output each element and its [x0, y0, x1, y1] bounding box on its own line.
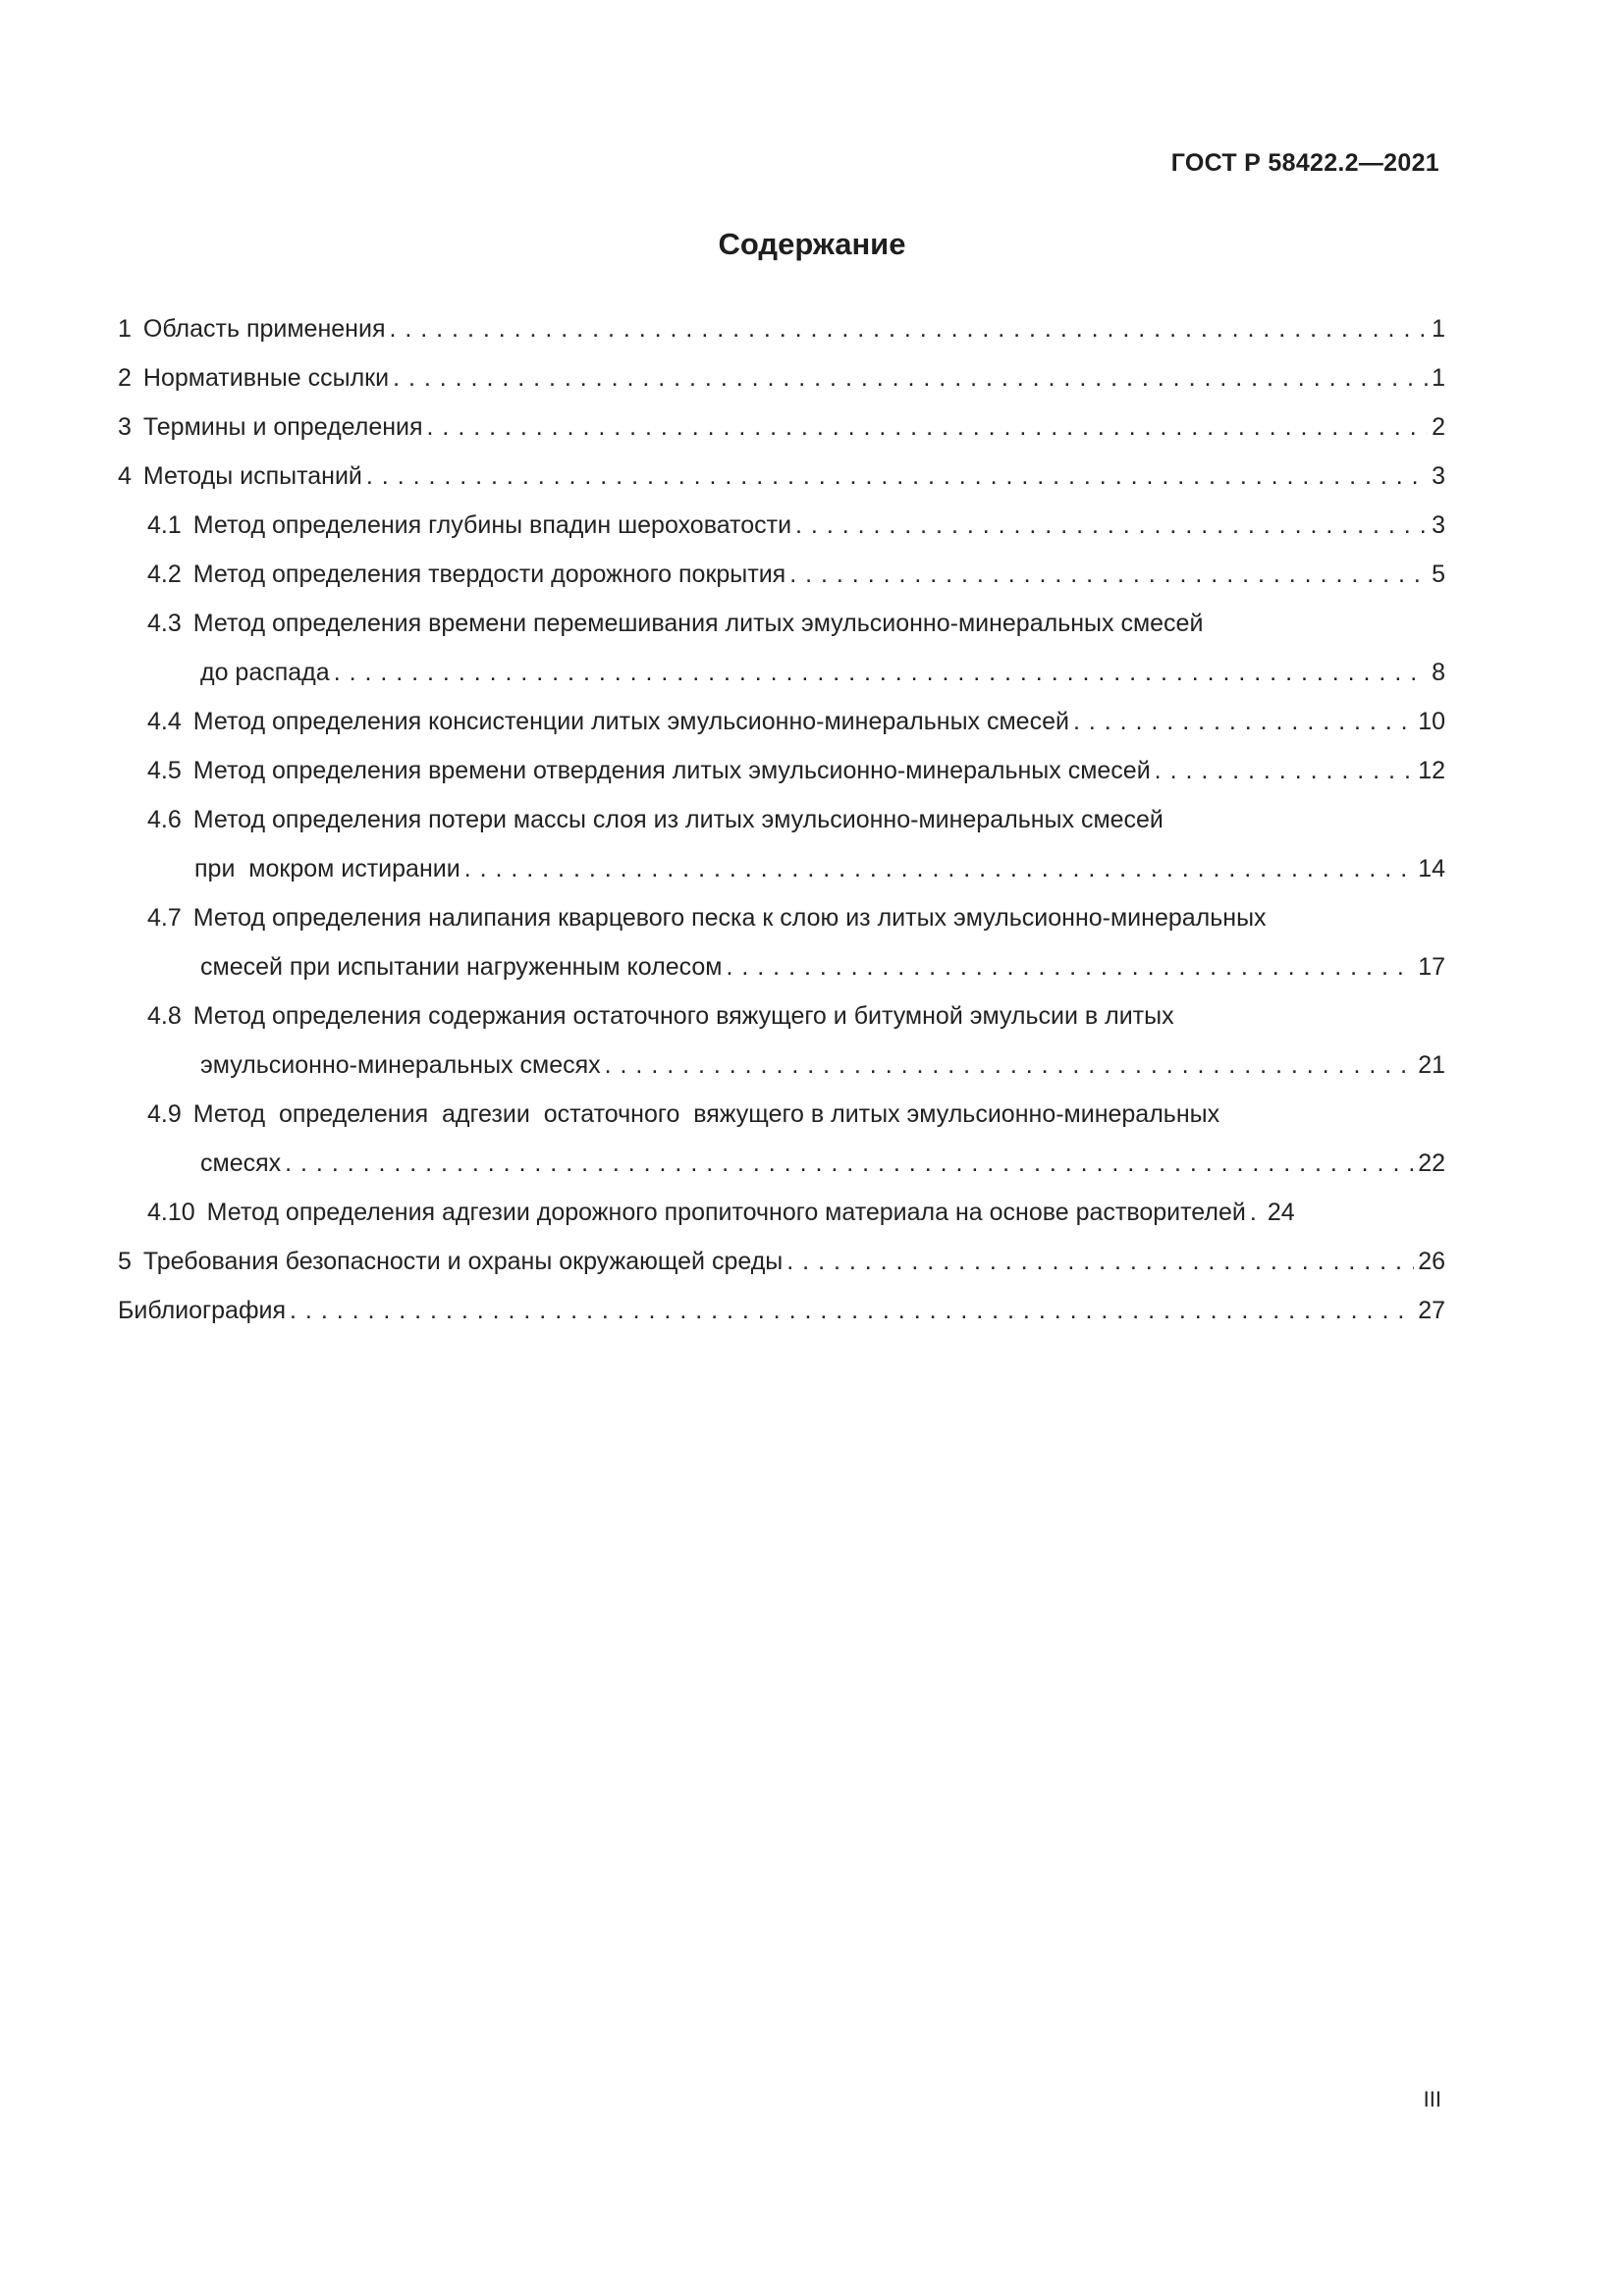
dot-leader: [1155, 746, 1415, 795]
toc-entry-4-5[interactable]: [118, 746, 1445, 795]
toc-entry-4[interactable]: [118, 452, 1445, 501]
toc-entry-number: 4.1: [147, 511, 182, 539]
toc-entry-page: 27: [1418, 1297, 1445, 1324]
toc-entry-4-9[interactable]: [118, 1090, 1445, 1139]
dot-leader: [1073, 697, 1414, 746]
dot-leader: [427, 402, 1429, 452]
toc-entry-number: 4.5: [147, 757, 182, 784]
toc-entry-page: 1: [1432, 315, 1445, 343]
toc-entry-page: 8: [1432, 659, 1445, 686]
toc-entry-page: 17: [1418, 953, 1445, 981]
toc-entry-number: 4: [118, 462, 132, 490]
toc-entry-page: 3: [1432, 511, 1445, 539]
toc-entry-title-continued: смесях: [200, 1149, 282, 1177]
toc-entry-title: Метод определения налипания кварцевого песка к слою из литых эмульсионно-минеральных: [192, 904, 1267, 932]
toc-entry-page: 24: [1267, 1199, 1295, 1226]
dot-leader: [464, 844, 1414, 893]
toc-entry-title: Метод определения времени отвердения литых эмульсионно-минеральных смесей: [192, 757, 1151, 784]
toc-entry-title-continued: до распада: [200, 659, 330, 686]
toc-entry-4-7-continuation[interactable]: [118, 942, 1445, 991]
toc-title: Содержание: [718, 227, 906, 261]
toc-entry-title-continued: смесей при испытании нагруженным колесом: [200, 953, 723, 981]
dot-leader: [795, 501, 1428, 550]
dot-leader: [393, 353, 1428, 402]
dot-leader: [389, 304, 1428, 353]
dot-leader: [727, 942, 1415, 991]
dot-leader: [786, 1237, 1414, 1286]
dot-leader: [334, 648, 1428, 697]
dot-leader: [285, 1139, 1414, 1188]
toc-entry-page: 10: [1418, 708, 1445, 735]
toc-entry-title: Требования безопасности и охраны окружающей среды: [142, 1248, 784, 1275]
dot-leader: [366, 452, 1428, 501]
toc-entry-number: 5: [118, 1248, 132, 1275]
toc-entry-page: 22: [1418, 1149, 1445, 1177]
toc-entry-number: 4.7: [147, 904, 182, 932]
toc-entry-title: Метод определения глубины впадин шероховатости: [192, 511, 792, 539]
page-number: III: [1423, 2087, 1441, 2111]
toc-entry-4-10[interactable]: [118, 1188, 1445, 1237]
toc-entry-4-6-continuation[interactable]: [118, 844, 1445, 893]
toc-entry-page: 12: [1418, 757, 1445, 784]
toc-entry-page: 2: [1432, 413, 1445, 441]
toc-entry-number: 4.8: [147, 1002, 182, 1030]
toc-entry-title: Метод определения потери массы слоя из литых эмульсионно-минеральных смесей: [192, 806, 1164, 833]
toc-entry-number: 4.9: [147, 1100, 182, 1128]
toc-entry-3[interactable]: [118, 402, 1445, 452]
toc-entry-4-8[interactable]: [118, 991, 1445, 1041]
toc-entry-number: 4.4: [147, 708, 182, 735]
toc-entry-bibliography[interactable]: [118, 1286, 1445, 1335]
toc-entry-number: 4.3: [147, 610, 182, 637]
toc-entry-title: Библиография: [118, 1297, 287, 1324]
toc-entry-title: Методы испытаний: [142, 462, 362, 490]
toc-entry-title-continued: при мокром истирании: [194, 855, 460, 882]
toc-entry-title-continued: эмульсионно-минеральных смесях: [200, 1051, 601, 1079]
toc-entry-title: Термины и определения: [142, 413, 423, 441]
toc-entry-number: 3: [118, 413, 132, 441]
toc-entry-title: Метод определения адгезии остаточного вяжущего в литых эмульсионно-минеральных: [192, 1100, 1220, 1128]
toc-entry-page: 14: [1418, 855, 1445, 882]
toc-entry-number: 4.10: [147, 1199, 195, 1226]
toc-entry-4-4[interactable]: [118, 697, 1445, 746]
dot-leader: [789, 550, 1428, 599]
toc-entry-number: 2: [118, 364, 132, 392]
toc-entry-page: 1: [1432, 364, 1445, 392]
toc-entry-title: Метод определения адгезии дорожного пропиточного материала на основе растворителей: [206, 1199, 1246, 1226]
dot-leader: [1250, 1188, 1264, 1237]
toc-entry-page: 3: [1432, 462, 1445, 490]
toc-entry-title: Метод определения содержания остаточного вяжущего и битумной эмульсии в литых: [192, 1002, 1174, 1030]
toc-entry-page: 5: [1432, 561, 1445, 588]
toc-entry-4-3-continuation[interactable]: [118, 648, 1445, 697]
table-of-contents: [118, 304, 1445, 1335]
toc-entry-page: 21: [1418, 1051, 1445, 1079]
toc-entry-title: Область применения: [142, 315, 386, 343]
toc-entry-title: Метод определения консистенции литых эмульсионно-минеральных смесей: [192, 708, 1069, 735]
dot-leader: [605, 1041, 1415, 1090]
toc-entry-5[interactable]: [118, 1237, 1445, 1286]
toc-entry-page: 26: [1418, 1248, 1445, 1275]
document-code: ГОСТ Р 58422.2—2021: [1170, 149, 1439, 177]
toc-entry-number: 1: [118, 315, 132, 343]
toc-entry-4-3[interactable]: [118, 599, 1445, 648]
toc-entry-title: Метод определения времени перемешивания литых эмульсионно-минеральных смесей: [192, 610, 1204, 637]
toc-entry-4-9-continuation[interactable]: [118, 1139, 1445, 1188]
toc-entry-number: 4.6: [147, 806, 182, 833]
toc-entry-4-8-continuation[interactable]: [118, 1041, 1445, 1090]
toc-entry-4-2[interactable]: [118, 550, 1445, 599]
toc-entry-1[interactable]: [118, 304, 1445, 353]
dot-leader: [290, 1286, 1414, 1335]
toc-entry-number: 4.2: [147, 561, 182, 588]
toc-entry-4-6[interactable]: [118, 795, 1445, 844]
toc-entry-4-1[interactable]: [118, 501, 1445, 550]
toc-entry-2[interactable]: [118, 353, 1445, 402]
toc-entry-title: Нормативные ссылки: [142, 364, 390, 392]
toc-entry-4-7[interactable]: [118, 893, 1445, 942]
toc-entry-title: Метод определения твердости дорожного покрытия: [192, 561, 786, 588]
